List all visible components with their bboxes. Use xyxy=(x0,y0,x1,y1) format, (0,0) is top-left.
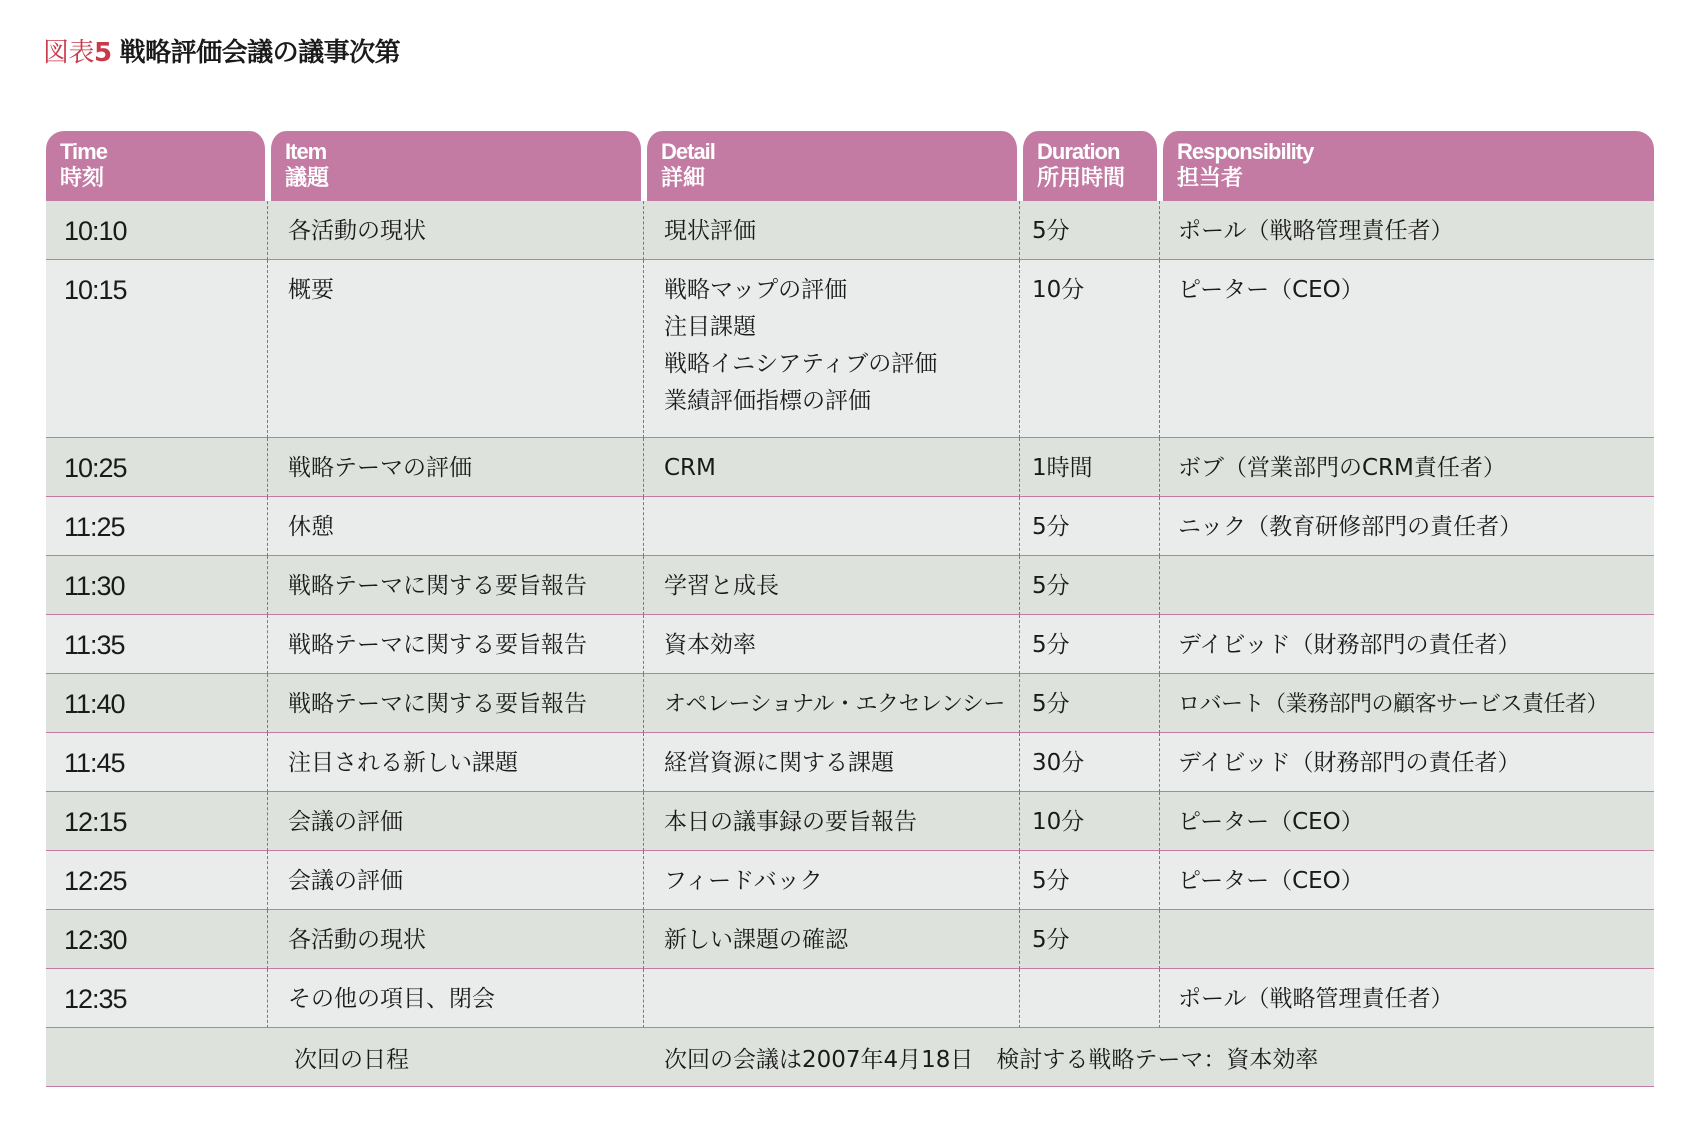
cell-item: 戦略テーマの評価 xyxy=(268,438,644,497)
cell-time: 11:40 xyxy=(46,674,268,733)
header-responsibility: Responsibility 担当者 xyxy=(1160,131,1654,201)
table-row xyxy=(46,969,1654,1028)
cell-time: 10:15 xyxy=(46,260,268,438)
cell-time: 12:35 xyxy=(46,969,268,1028)
table-row xyxy=(46,556,1654,615)
agenda-table xyxy=(46,131,1654,1087)
cell-duration: 10分 xyxy=(1020,260,1160,438)
cell-detail: 資本効率 xyxy=(644,615,1020,674)
cell-item: 戦略テーマに関する要旨報告 xyxy=(268,615,644,674)
footer-text: 次回の会議は2007年4月18日 検討する戦略テーマ：資本効率 xyxy=(644,1028,1654,1087)
header-detail: Detail 詳細 xyxy=(644,131,1020,201)
cell-detail: 新しい課題の確認 xyxy=(644,910,1020,969)
cell-time: 12:30 xyxy=(46,910,268,969)
cell-item: その他の項目、閉会 xyxy=(268,969,644,1028)
cell-responsibility: ボブ（営業部門のCRM責任者） xyxy=(1160,438,1654,497)
header-duration: Duration 所用時間 xyxy=(1020,131,1160,201)
figure-title xyxy=(43,32,400,69)
cell-responsibility: デイビッド（財務部門の責任者） xyxy=(1160,733,1654,792)
cell-duration: 5分 xyxy=(1020,851,1160,910)
cell-responsibility: ポール（戦略管理責任者） xyxy=(1160,201,1654,260)
cell-detail: 現状評価 xyxy=(644,201,1020,260)
cell-detail: オペレーショナル・エクセレンシー xyxy=(644,674,1020,733)
header-time: Time 時刻 xyxy=(46,131,268,201)
figure-number: 5 xyxy=(94,38,112,68)
header-item: Item 議題 xyxy=(268,131,644,201)
cell-item: 各活動の現状 xyxy=(268,910,644,969)
cell-time: 11:25 xyxy=(46,497,268,556)
cell-duration xyxy=(1020,969,1160,1028)
cell-detail: 戦略マップの評価 注目課題 戦略イニシアティブの評価 業績評価指標の評価 xyxy=(644,260,1020,438)
cell-detail xyxy=(644,969,1020,1028)
cell-duration: 5分 xyxy=(1020,201,1160,260)
cell-duration: 5分 xyxy=(1020,910,1160,969)
cell-item: 会議の評価 xyxy=(268,792,644,851)
cell-time: 10:10 xyxy=(46,201,268,260)
cell-time: 10:25 xyxy=(46,438,268,497)
cell-responsibility xyxy=(1160,556,1654,615)
cell-time: 12:25 xyxy=(46,851,268,910)
cell-responsibility: ニック（教育研修部門の責任者） xyxy=(1160,497,1654,556)
cell-time: 12:15 xyxy=(46,792,268,851)
cell-time: 11:45 xyxy=(46,733,268,792)
cell-responsibility: ピーター（CEO） xyxy=(1160,792,1654,851)
cell-detail xyxy=(644,497,1020,556)
cell-detail: 経営資源に関する課題 xyxy=(644,733,1020,792)
cell-time: 11:35 xyxy=(46,615,268,674)
cell-item: 概要 xyxy=(268,260,644,438)
cell-responsibility: ポール（戦略管理責任者） xyxy=(1160,969,1654,1028)
cell-responsibility xyxy=(1160,910,1654,969)
footer-blank xyxy=(46,1028,268,1087)
cell-detail: 学習と成長 xyxy=(644,556,1020,615)
cell-item: 会議の評価 xyxy=(268,851,644,910)
cell-duration: 5分 xyxy=(1020,556,1160,615)
table-row xyxy=(46,497,1654,556)
cell-responsibility: ロバート（業務部門の顧客サービス責任者） xyxy=(1160,674,1654,733)
cell-responsibility: ピーター（CEO） xyxy=(1160,260,1654,438)
cell-duration: 5分 xyxy=(1020,615,1160,674)
cell-detail: CRM xyxy=(644,438,1020,497)
cell-item: 戦略テーマに関する要旨報告 xyxy=(268,556,644,615)
cell-detail: フィードバック xyxy=(644,851,1020,910)
cell-responsibility: デイビッド（財務部門の責任者） xyxy=(1160,615,1654,674)
cell-time: 11:30 xyxy=(46,556,268,615)
cell-duration: 1時間 xyxy=(1020,438,1160,497)
cell-item: 戦略テーマに関する要旨報告 xyxy=(268,674,644,733)
table-row xyxy=(46,851,1654,910)
table-row xyxy=(46,438,1654,497)
figure-label: 図表 xyxy=(43,38,95,68)
table-row xyxy=(46,674,1654,733)
cell-duration: 10分 xyxy=(1020,792,1160,851)
table-row xyxy=(46,201,1654,260)
cell-responsibility: ピーター（CEO） xyxy=(1160,851,1654,910)
table-row xyxy=(46,260,1654,438)
footer-label: 次回の日程 xyxy=(268,1028,644,1087)
cell-detail: 本日の議事録の要旨報告 xyxy=(644,792,1020,851)
cell-item: 注目される新しい課題 xyxy=(268,733,644,792)
footer-row xyxy=(46,1028,1654,1087)
cell-duration: 30分 xyxy=(1020,733,1160,792)
table-row xyxy=(46,792,1654,851)
cell-duration: 5分 xyxy=(1020,674,1160,733)
table-row xyxy=(46,615,1654,674)
figure-title-text: 戦略評価会議の議事次第 xyxy=(119,38,401,68)
cell-item: 各活動の現状 xyxy=(268,201,644,260)
table-row xyxy=(46,910,1654,969)
cell-duration: 5分 xyxy=(1020,497,1160,556)
header-row xyxy=(46,131,1654,201)
cell-item: 休憩 xyxy=(268,497,644,556)
table-row xyxy=(46,733,1654,792)
